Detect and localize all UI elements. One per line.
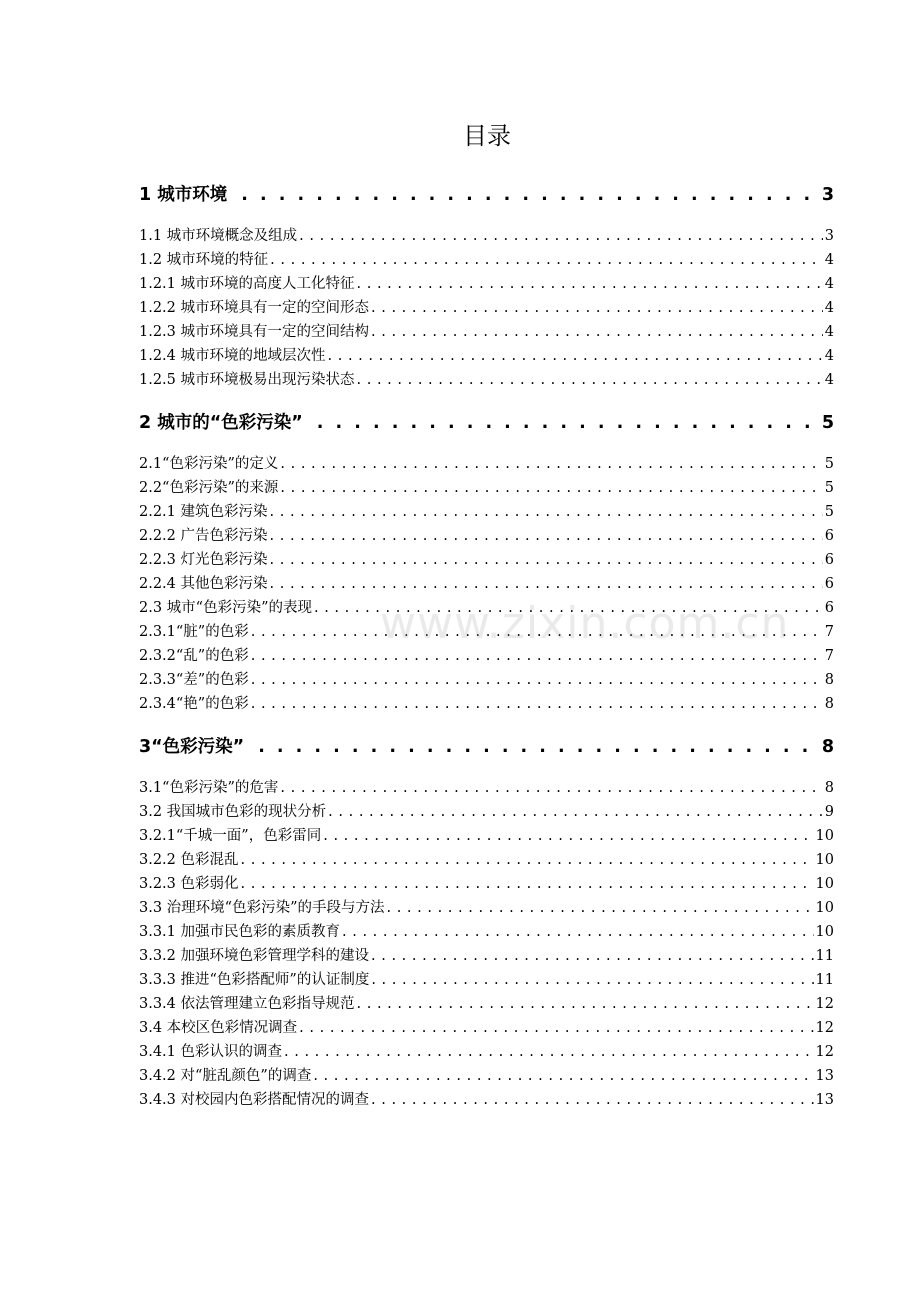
toc-page-number: 3: [821, 185, 834, 205]
leader-dots: [342, 920, 814, 944]
page-title: 目录: [463, 122, 511, 150]
toc-entry-1-1[interactable]: [139, 224, 834, 248]
toc-entry-3-2-3[interactable]: [139, 872, 834, 896]
leader-dots: [328, 800, 823, 824]
toc-entry-label: 3.3 治理环境“色彩污染”的手段与方法: [139, 900, 385, 916]
toc-page-number: 6: [824, 576, 834, 592]
leader-dots: [280, 776, 822, 800]
toc-page-number: 13: [815, 1092, 834, 1108]
toc-chapter-label: 3“色彩污染”: [139, 737, 245, 757]
table-of-contents: [139, 180, 834, 1112]
toc-entry-3-3[interactable]: [139, 896, 834, 920]
toc-entry-3-3-2[interactable]: [139, 944, 834, 968]
toc-entry-label: 1.2 城市环境的特征: [139, 252, 269, 268]
toc-chapter-1[interactable]: [139, 180, 834, 210]
toc-page-number: 4: [824, 324, 834, 340]
toc-entry-2-2-4[interactable]: [139, 572, 834, 596]
leader-dots: [270, 524, 823, 548]
toc-entry-label: 3.4.1 色彩认识的调查: [139, 1044, 283, 1060]
toc-page-number: 5: [821, 413, 834, 433]
toc-entry-2-3-3[interactable]: [139, 668, 834, 692]
toc-entry-3-3-4[interactable]: [139, 992, 834, 1016]
toc-page-number: 4: [824, 252, 834, 268]
toc-chapter-label: 2 城市的“色彩污染”: [139, 413, 303, 433]
leader-dots: [251, 620, 823, 644]
toc-page-number: 9: [824, 804, 834, 820]
toc-page-number: 8: [824, 672, 834, 688]
leader-dots: [357, 992, 814, 1016]
leader-dots: [258, 732, 820, 762]
toc-entry-3-4-1[interactable]: [139, 1040, 834, 1064]
toc-page-number: 6: [824, 600, 834, 616]
leader-dots: [371, 944, 814, 968]
toc-page-number: 4: [824, 300, 834, 316]
toc-entry-1-2-5[interactable]: [139, 368, 834, 392]
toc-entry-2-3-4[interactable]: [139, 692, 834, 716]
toc-page-number: 10: [815, 828, 834, 844]
leader-dots: [357, 368, 823, 392]
toc-entry-label: 3.2.1“千城一面”，色彩雷同: [139, 828, 322, 844]
toc-entry-label: 3.1“色彩污染”的危害: [139, 780, 279, 796]
toc-entry-label: 1.2.5 城市环境极易出现污染状态: [139, 372, 355, 388]
leader-dots: [371, 320, 823, 344]
toc-entry-label: 2.3.1“脏”的色彩: [139, 624, 249, 640]
toc-entry-label: 2.2.2 广告色彩污染: [139, 528, 268, 544]
leader-dots: [280, 476, 822, 500]
toc-entry-label: 2.1“色彩污染”的定义: [139, 456, 279, 472]
toc-entry-3-2[interactable]: [139, 800, 834, 824]
toc-page-number: 5: [824, 504, 834, 520]
leader-dots: [251, 692, 823, 716]
toc-entry-3-1[interactable]: [139, 776, 834, 800]
toc-entry-3-4-3[interactable]: [139, 1088, 834, 1112]
toc-entry-1-2-1[interactable]: [139, 272, 834, 296]
toc-entry-label: 3.2.2 色彩混乱: [139, 852, 239, 868]
toc-entry-label: 3.3.3 推进“色彩搭配师”的认证制度: [139, 972, 370, 988]
toc-entry-1-2[interactable]: [139, 248, 834, 272]
toc-page-number: 4: [824, 276, 834, 292]
leader-dots: [371, 968, 813, 992]
leader-dots: [299, 224, 823, 248]
toc-entry-2-2-2[interactable]: [139, 524, 834, 548]
toc-page-number: 8: [821, 737, 834, 757]
toc-entry-label: 3.2 我国城市色彩的现状分析: [139, 804, 327, 820]
toc-entry-label: 1.2.1 城市环境的高度人工化特征: [139, 276, 355, 292]
leader-dots: [299, 1016, 813, 1040]
toc-entry-label: 2.3.2“乱”的色彩: [139, 648, 249, 664]
toc-entry-label: 1.1 城市环境概念及组成: [139, 228, 298, 244]
toc-entry-2-2[interactable]: [139, 476, 834, 500]
leader-dots: [317, 408, 820, 438]
toc-entry-label: 3.3.2 加强环境色彩管理学科的建设: [139, 948, 370, 964]
toc-entry-1-2-4[interactable]: [139, 344, 834, 368]
toc-page-number: 13: [815, 1068, 834, 1084]
toc-entry-label: 3.4.3 对校园内色彩搭配情况的调查: [139, 1092, 370, 1108]
leader-dots: [328, 344, 823, 368]
toc-entry-label: 2.2.3 灯光色彩污染: [139, 552, 268, 568]
leader-dots: [270, 548, 823, 572]
toc-entry-label: 3.2.3 色彩弱化: [139, 876, 239, 892]
toc-entry-label: 1.2.2 城市环境具有一定的空间形态: [139, 300, 370, 316]
toc-entry-label: 2.3.3“差”的色彩: [139, 672, 249, 688]
toc-page-number: 8: [824, 780, 834, 796]
toc-entry-2-3[interactable]: [139, 596, 834, 620]
toc-entry-2-2-3[interactable]: [139, 548, 834, 572]
toc-page-number: 3: [824, 228, 834, 244]
toc-chapter-3[interactable]: [139, 732, 834, 762]
toc-entry-1-2-3[interactable]: [139, 320, 834, 344]
toc-entry-label: 2.3.4“艳”的色彩: [139, 696, 249, 712]
toc-page-number: 7: [824, 624, 834, 640]
leader-dots: [371, 296, 823, 320]
toc-entry-label: 2.3 城市“色彩污染”的表现: [139, 600, 312, 616]
leader-dots: [371, 1088, 814, 1112]
leader-dots: [357, 272, 823, 296]
toc-page-number: 5: [824, 456, 834, 472]
toc-entry-3-2-1[interactable]: [139, 824, 834, 848]
toc-entry-3-2-2[interactable]: [139, 848, 834, 872]
toc-chapter-label: 1 城市环境: [139, 185, 228, 205]
leader-dots: [270, 572, 823, 596]
watermark: www.zixin.com.cn: [380, 598, 790, 649]
toc-entry-label: 3.3.1 加强市民色彩的素质教育: [139, 924, 341, 940]
toc-page-number: 4: [824, 372, 834, 388]
toc-entry-label: 2.2“色彩污染”的来源: [139, 480, 279, 496]
toc-entry-2-2-1[interactable]: [139, 500, 834, 524]
leader-dots: [270, 248, 823, 272]
toc-page-number: 4: [824, 348, 834, 364]
leader-dots: [284, 1040, 814, 1064]
toc-entry-label: 3.4.2 对“脏乱颜色”的调查: [139, 1068, 312, 1084]
toc-page-number: 11: [815, 972, 834, 988]
leader-dots: [251, 668, 823, 692]
toc-entry-label: 2.2.1 建筑色彩污染: [139, 504, 268, 520]
leader-dots: [314, 596, 823, 620]
leader-dots: [241, 848, 814, 872]
toc-entry-1-2-2[interactable]: [139, 296, 834, 320]
toc-page-number: 12: [815, 1020, 834, 1036]
toc-entry-label: 1.2.3 城市环境具有一定的空间结构: [139, 324, 370, 340]
toc-entry-label: 1.2.4 城市环境的地域层次性: [139, 348, 326, 364]
toc-page-number: 8: [824, 696, 834, 712]
leader-dots: [323, 824, 813, 848]
leader-dots: [313, 1064, 813, 1088]
toc-page-number: 10: [815, 852, 834, 868]
toc-entry-label: 2.2.4 其他色彩污染: [139, 576, 268, 592]
toc-entry-3-3-1[interactable]: [139, 920, 834, 944]
toc-entry-3-4[interactable]: [139, 1016, 834, 1040]
toc-entry-2-3-1[interactable]: [139, 620, 834, 644]
leader-dots: [241, 872, 814, 896]
leader-dots: [251, 644, 823, 668]
toc-entry-label: 3.3.4 依法管理建立色彩指导规范: [139, 996, 355, 1012]
toc-entry-2-1[interactable]: [139, 452, 834, 476]
toc-entry-2-3-2[interactable]: [139, 644, 834, 668]
toc-page-number: 5: [824, 480, 834, 496]
toc-page-number: 6: [824, 528, 834, 544]
leader-dots: [241, 180, 820, 210]
toc-page-number: 10: [815, 924, 834, 940]
toc-chapter-2[interactable]: [139, 408, 834, 438]
toc-page-number: 10: [815, 900, 834, 916]
toc-page-number: 11: [815, 948, 834, 964]
toc-page-number: 12: [815, 996, 834, 1012]
toc-page-number: 7: [824, 648, 834, 664]
toc-page-number: 6: [824, 552, 834, 568]
toc-page-number: 10: [815, 876, 834, 892]
leader-dots: [387, 896, 814, 920]
toc-entry-label: 3.4 本校区色彩情况调查: [139, 1020, 298, 1036]
toc-entry-3-4-2[interactable]: [139, 1064, 834, 1088]
leader-dots: [280, 452, 822, 476]
toc-page-number: 12: [815, 1044, 834, 1060]
leader-dots: [270, 500, 823, 524]
toc-entry-3-3-3[interactable]: [139, 968, 834, 992]
